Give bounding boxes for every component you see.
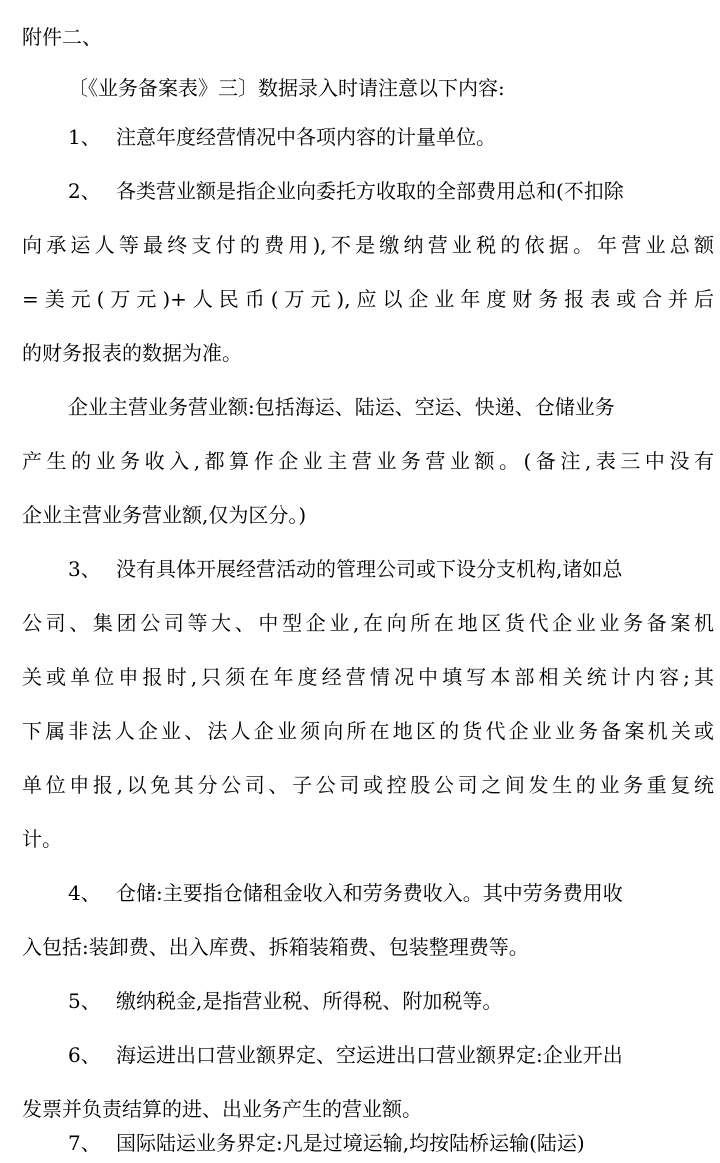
item-4-line-2: 入包括:装卸费、出入库费、拆箱装箱费、包装整理费等。 bbox=[22, 935, 529, 959]
item-text: 国际陆运业务界定:凡是过境运输,均按陆桥运输(陆运) bbox=[116, 1131, 585, 1155]
main-business-line-3: 企业主营业务营业额,仅为区分。) bbox=[22, 503, 307, 527]
main-business-line-2: 产生的业务收入,都算作企业主营业务营业额。(备注,表三中没有 bbox=[22, 449, 714, 473]
item-number: 2、 bbox=[68, 179, 101, 203]
item-number: 4、 bbox=[68, 881, 101, 905]
item-number: 3、 bbox=[68, 557, 101, 581]
item-number: 6、 bbox=[68, 1043, 101, 1067]
item-number: 5、 bbox=[68, 989, 101, 1013]
item-2-line-2: 向承运人等最终支付的费用),不是缴纳营业税的依据。年营业总额 bbox=[22, 233, 714, 257]
item-3-line-5: 单位申报,以免其分公司、子公司或控股公司之间发生的业务重复统 bbox=[22, 773, 714, 797]
item-number: 1、 bbox=[68, 125, 101, 149]
item-7 bbox=[68, 1123, 714, 1163]
item-3-line-2: 公司、集团公司等大、中型企业,在向所在地区货代企业业务备案机 bbox=[22, 611, 714, 635]
item-text: 各类营业额是指企业向委托方收取的全部费用总和(不扣除 bbox=[116, 179, 624, 203]
item-6 bbox=[68, 1035, 714, 1075]
item-text: 没有具体开展经营活动的管理公司或下设分支机构,诸如总 bbox=[116, 557, 623, 581]
item-2-line-4: 的财务报表的数据为准。 bbox=[22, 341, 242, 365]
main-business-line-1: 企业主营业务营业额:包括海运、陆运、空运、快递、仓储业务 bbox=[68, 395, 615, 419]
item-text: 海运进出口营业额界定、空运进出口营业额界定:企业开出 bbox=[116, 1043, 623, 1067]
document-heading: 附件二、 bbox=[22, 25, 102, 49]
item-6-line-2: 发票并负责结算的进、出业务产生的营业额。 bbox=[22, 1097, 422, 1121]
item-3-line-3: 关或单位申报时,只须在年度经营情况中填写本部相关统计内容;其 bbox=[22, 665, 714, 689]
item-2 bbox=[68, 171, 714, 211]
item-number: 7、 bbox=[68, 1131, 101, 1155]
item-text: 缴纳税金,是指营业税、所得税、附加税等。 bbox=[116, 989, 503, 1013]
item-2-line-3: =美元(万元)+人民币(万元),应以企业年度财务报表或合并后 bbox=[22, 287, 714, 311]
item-text: 仓储:主要指仓储租金收入和劳务费收入。其中劳务费用收 bbox=[116, 881, 623, 905]
item-3-line-4: 下属非法人企业、法人企业须向所在地区的货代企业业务备案机关或 bbox=[22, 719, 714, 743]
item-text: 注意年度经营情况中各项内容的计量单位。 bbox=[116, 125, 496, 149]
item-1 bbox=[68, 117, 714, 157]
item-3-line-6: 计。 bbox=[22, 827, 62, 851]
intro-line: 〔《业务备案表》三〕数据录入时请注意以下内容: bbox=[68, 76, 505, 100]
item-4 bbox=[68, 873, 714, 913]
item-5 bbox=[68, 981, 714, 1021]
item-3 bbox=[68, 549, 714, 589]
